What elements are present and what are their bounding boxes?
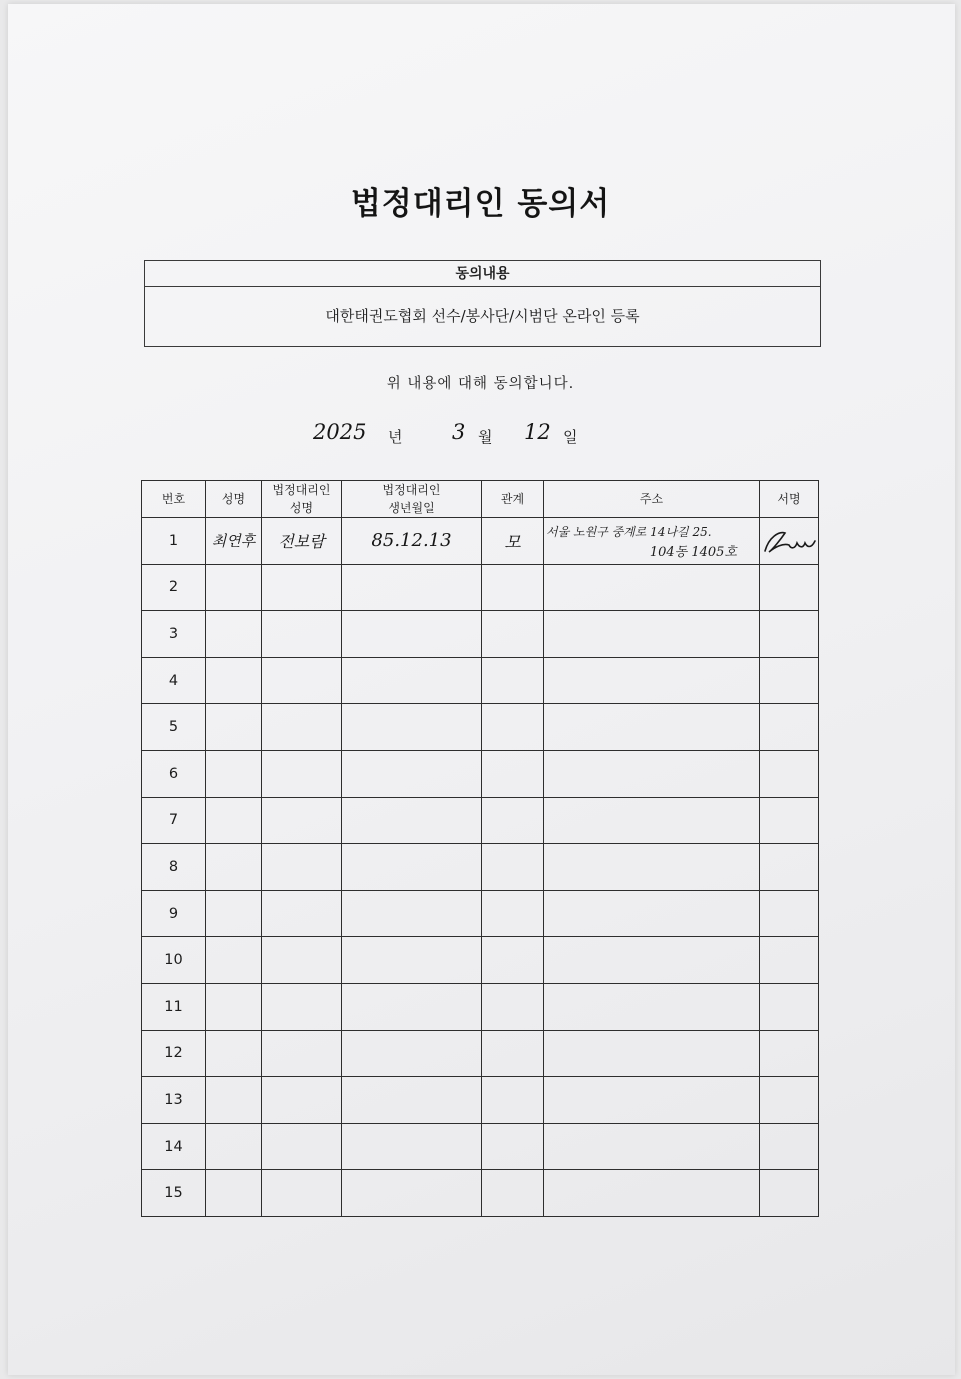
cell-relation: [482, 611, 544, 658]
cell-guardian-birth: [342, 704, 482, 751]
header-guardian-birth-line1: 법정대리인: [382, 483, 441, 497]
cell-address: [544, 750, 760, 797]
cell-name: [206, 750, 262, 797]
header-address: 주소: [544, 481, 760, 518]
cell-guardian-name: [262, 983, 342, 1030]
cell-address: [544, 844, 760, 891]
cell-signature: [760, 1170, 819, 1217]
cell-guardian-name: [262, 1123, 342, 1170]
cell-guardian-birth: [342, 611, 482, 658]
cell-relation: [482, 1077, 544, 1124]
cell-guardian-name: [262, 704, 342, 751]
cell-relation: [482, 564, 544, 611]
cell-signature: [760, 844, 819, 891]
date-day-label: 일: [563, 428, 578, 446]
date-year-label: 년: [388, 428, 403, 446]
cell-guardian-birth: [342, 750, 482, 797]
header-no: 번호: [142, 481, 206, 518]
cell-name: [206, 937, 262, 984]
cell-name: [206, 983, 262, 1030]
cell-guardian-birth: [342, 1077, 482, 1124]
cell-name: 최연후: [206, 518, 262, 565]
cell-no: 4: [142, 657, 206, 704]
cell-no: 8: [142, 844, 206, 891]
cell-address: [544, 797, 760, 844]
cell-signature: [760, 1123, 819, 1170]
cell-name: [206, 1077, 262, 1124]
header-name: 성명: [206, 481, 262, 518]
consent-box: [144, 260, 821, 347]
address-line-1: 서울 노원구 중계로 14나길 25.: [546, 525, 712, 540]
cell-address: [544, 1077, 760, 1124]
cell-guardian-birth: [342, 1170, 482, 1217]
cell-no: 13: [142, 1077, 206, 1124]
cell-address: [544, 704, 760, 751]
cell-no: 11: [142, 983, 206, 1030]
agree-statement: 위 내용에 대해 동의합니다.: [386, 376, 575, 392]
header-guardian-birth-line2: 생년월일: [388, 501, 435, 515]
handwritten-signature: [761, 525, 817, 557]
cell-no: 7: [142, 797, 206, 844]
cell-relation: [482, 1170, 544, 1217]
cell-relation: [482, 1123, 544, 1170]
table-row: [142, 1123, 819, 1170]
table-row: [142, 1170, 819, 1217]
cell-address: [544, 1030, 760, 1077]
header-guardian-birth: [342, 481, 482, 518]
cell-guardian-name: [262, 937, 342, 984]
cell-guardian-birth: 85.12.13: [342, 518, 482, 565]
cell-name: [206, 890, 262, 937]
cell-guardian-birth: [342, 890, 482, 937]
table-row: [142, 890, 819, 937]
table-row: [142, 750, 819, 797]
cell-guardian-birth: [342, 1123, 482, 1170]
cell-guardian-name: 전보람: [262, 518, 342, 565]
cell-name: [206, 1170, 262, 1217]
cell-relation: [482, 1030, 544, 1077]
cell-relation: [482, 937, 544, 984]
cell-no: 3: [142, 611, 206, 658]
table-row: [142, 1077, 819, 1124]
cell-guardian-name: [262, 797, 342, 844]
registration-table: [141, 480, 819, 1217]
cell-signature: [760, 657, 819, 704]
table-row: [142, 844, 819, 891]
cell-address: [544, 1123, 760, 1170]
cell-relation: [482, 797, 544, 844]
header-relation: 관계: [482, 481, 544, 518]
cell-signature: [760, 750, 819, 797]
cell-name: [206, 564, 262, 611]
cell-signature: [760, 983, 819, 1030]
cell-signature: [760, 797, 819, 844]
cell-no: 9: [142, 890, 206, 937]
cell-address: [544, 890, 760, 937]
cell-name: [206, 611, 262, 658]
consent-header: 동의내용: [145, 261, 820, 287]
consent-body: 대한태권도협회 선수/봉사단/시범단 온라인 등록: [325, 307, 640, 325]
cell-no: 5: [142, 704, 206, 751]
cell-signature: [760, 611, 819, 658]
cell-no: 14: [142, 1123, 206, 1170]
cell-signature: [760, 890, 819, 937]
cell-no: 15: [142, 1170, 206, 1217]
table-row: [142, 611, 819, 658]
cell-name: [206, 1123, 262, 1170]
cell-address: [544, 1170, 760, 1217]
header-guardian-name-line2: 성명: [289, 501, 314, 515]
cell-address: [544, 657, 760, 704]
cell-relation: [482, 890, 544, 937]
cell-address: [544, 564, 760, 611]
cell-relation: [482, 844, 544, 891]
cell-guardian-name: [262, 611, 342, 658]
table-row: [142, 657, 819, 704]
cell-guardian-birth: [342, 797, 482, 844]
cell-guardian-name: [262, 1077, 342, 1124]
table-row: [142, 704, 819, 751]
header-signature: 서명: [760, 481, 819, 518]
table-row: [142, 564, 819, 611]
table-row: [142, 1030, 819, 1077]
cell-relation: [482, 657, 544, 704]
cell-guardian-name: [262, 1170, 342, 1217]
table-row: [142, 797, 819, 844]
cell-guardian-birth: [342, 844, 482, 891]
cell-no: 10: [142, 937, 206, 984]
cell-address: [544, 611, 760, 658]
cell-guardian-birth: [342, 937, 482, 984]
cell-address: [544, 518, 760, 565]
date-month-handwritten: 3: [452, 420, 466, 444]
cell-name: [206, 1030, 262, 1077]
cell-name: [206, 844, 262, 891]
table-row: [142, 983, 819, 1030]
header-guardian-name: [262, 481, 342, 518]
cell-signature: [760, 1077, 819, 1124]
date-row: [0, 418, 961, 458]
cell-guardian-birth: [342, 1030, 482, 1077]
cell-no: 6: [142, 750, 206, 797]
cell-address: [544, 983, 760, 1030]
table-row: [142, 937, 819, 984]
date-year-handwritten: 2025: [313, 420, 367, 444]
cell-relation: 모: [482, 518, 544, 565]
cell-relation: [482, 750, 544, 797]
cell-guardian-name: [262, 844, 342, 891]
cell-guardian-birth: [342, 983, 482, 1030]
cell-name: [206, 797, 262, 844]
cell-guardian-name: [262, 750, 342, 797]
header-guardian-name-line1: 법정대리인: [272, 483, 331, 497]
cell-guardian-name: [262, 1030, 342, 1077]
cell-relation: [482, 704, 544, 751]
cell-no: 2: [142, 564, 206, 611]
cell-name: [206, 657, 262, 704]
cell-guardian-name: [262, 890, 342, 937]
cell-guardian-name: [262, 564, 342, 611]
cell-signature: [760, 518, 819, 565]
table-row: [142, 518, 819, 565]
cell-guardian-birth: [342, 657, 482, 704]
cell-guardian-name: [262, 657, 342, 704]
cell-signature: [760, 564, 819, 611]
cell-signature: [760, 937, 819, 984]
document-title: 법정대리인 동의서: [350, 186, 611, 222]
table-header-row: [142, 481, 819, 518]
cell-no: 12: [142, 1030, 206, 1077]
date-day-handwritten: 12: [524, 420, 551, 444]
address-line-2: 104동 1405호: [649, 545, 737, 561]
date-month-label: 월: [478, 428, 493, 446]
cell-no: 1: [142, 518, 206, 565]
cell-guardian-birth: [342, 564, 482, 611]
cell-relation: [482, 983, 544, 1030]
cell-address: [544, 937, 760, 984]
cell-signature: [760, 1030, 819, 1077]
cell-name: [206, 704, 262, 751]
cell-signature: [760, 704, 819, 751]
